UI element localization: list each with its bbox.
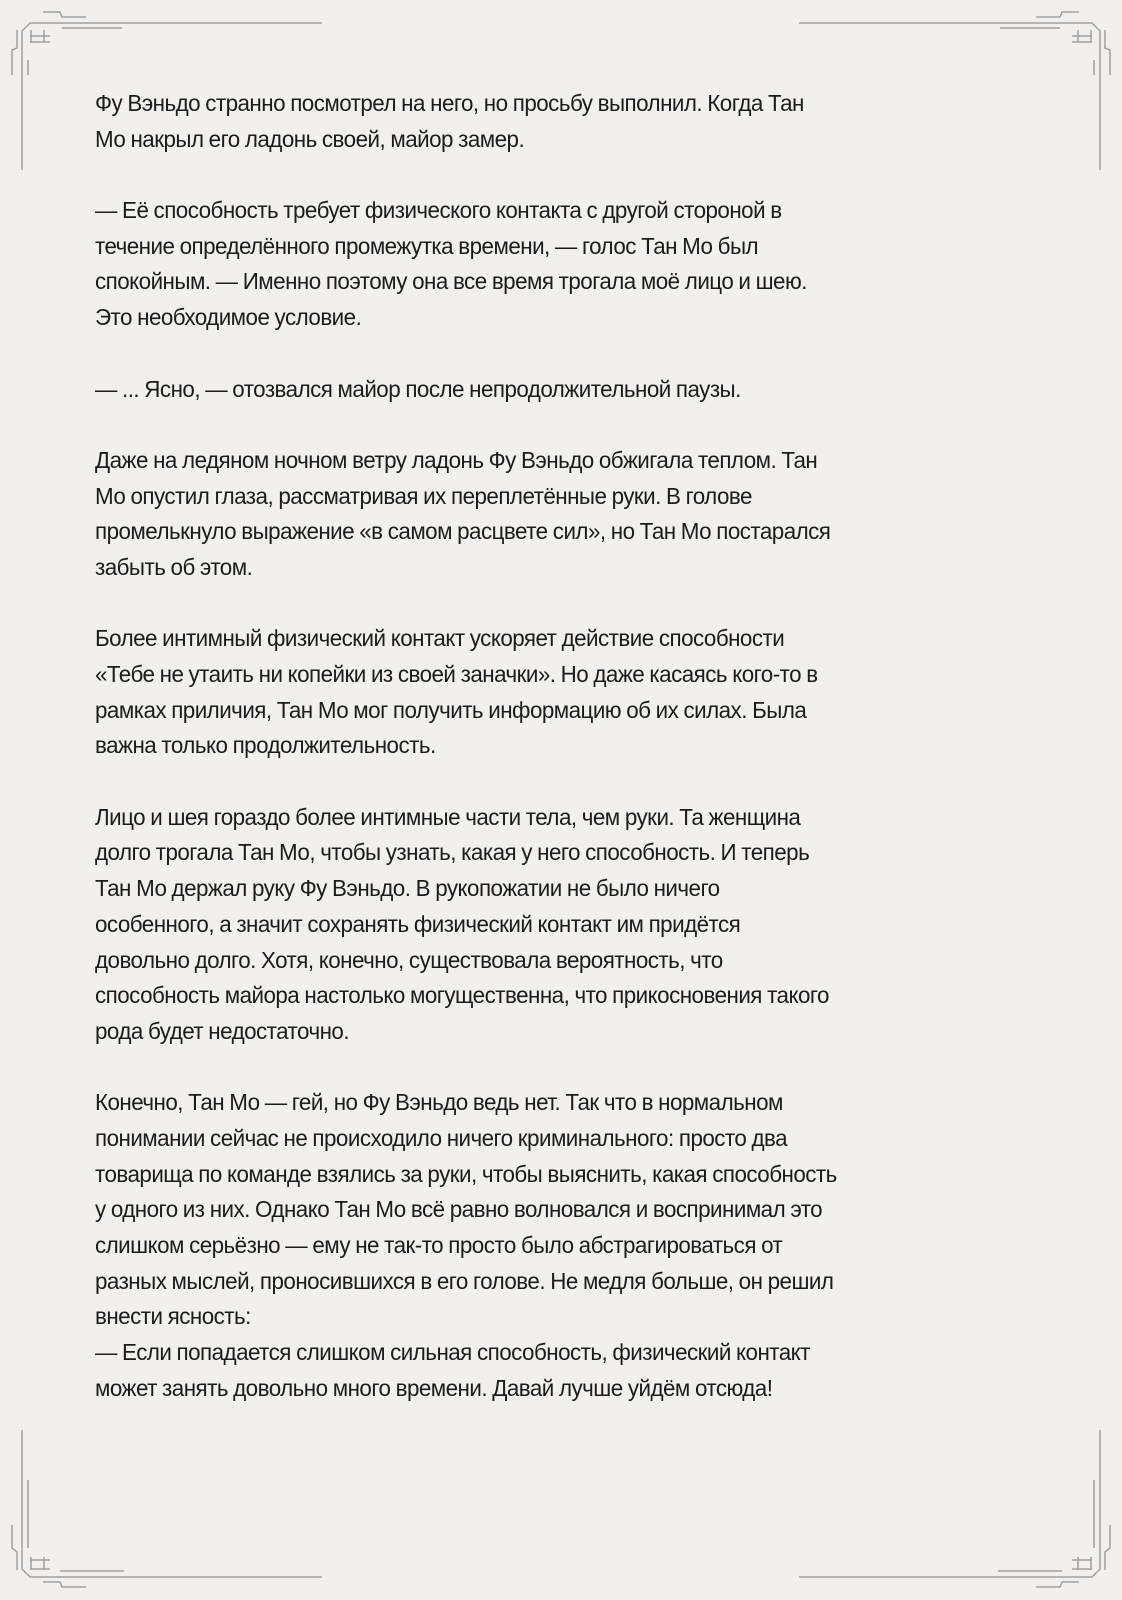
text-line: важна только продолжительность. (95, 732, 436, 759)
text-line: забыть об этом. (95, 553, 253, 580)
text-line: рода будет недостаточно. (95, 1017, 350, 1044)
text-line: может занять довольно много времени. Давай лучше уйдём отсюда! (95, 1374, 773, 1401)
corner-ornament-bottom-right (799, 1430, 1110, 1587)
text-line: Мо накрыл его ладонь своей, майор замер. (95, 125, 525, 152)
paragraph (95, 86, 1035, 157)
paragraph (95, 443, 1035, 586)
text-line: у одного из них. Однако Тан Мо всё равно волновался и воспринимал это (95, 1196, 823, 1223)
text-line: слишком серьёзно — ему не так-то просто было абстрагироваться от (95, 1232, 783, 1258)
text-line: спокойным. — Именно поэтому она все время трогала моё лицо и шею. (95, 268, 807, 295)
paragraph (95, 621, 1035, 764)
paragraph-gap (95, 586, 1035, 622)
text-line: Фу Вэньдо странно посмотрел на него, но просьбу выполнил. Когда Тан (95, 90, 804, 116)
paragraph (95, 800, 1035, 1050)
text-line: Лицо и шея гораздо более интимные части тела, чем руки. Та женщина (95, 803, 801, 830)
text-line: — Её способность требует физического контакта с другой стороной в (95, 197, 782, 224)
paragraph-gap (95, 157, 1035, 193)
text-line: способность майора настолько могущественна, что прикосновения такого (95, 982, 829, 1009)
text-line: промелькнуло выражение «в самом расцвете сил», но Тан Мо постарался (95, 518, 831, 545)
text-line: Конечно, Тан Мо — гей, но Фу Вэньдо ведь нет. Так что в нормальном (95, 1089, 783, 1116)
corner-ornament-bottom-left (12, 1430, 322, 1587)
paragraph (95, 193, 1035, 336)
paragraph-gap (95, 1050, 1035, 1086)
text-line: особенного, а значит сохранять физический контакт им придётся (95, 910, 741, 937)
paragraph (95, 372, 1035, 408)
text-line: долго трогала Тан Мо, чтобы узнать, какая у него способность. И теперь (95, 839, 810, 866)
text-line: разных мыслей, проносившихся в его голове. Не медля больше, он решил (95, 1267, 834, 1294)
paragraph-gap (95, 407, 1035, 443)
text-line: Это необходимое условие. (95, 304, 362, 331)
text-line: Мо опустил глаза, рассматривая их переплетённые руки. В голове (95, 482, 752, 509)
text-line: течение определённого промежутка времени, — голос Тан Мо был (95, 232, 759, 259)
text-line: — Если попадается слишком сильная способность, физический контакт (95, 1339, 810, 1366)
text-line: довольно долго. Хотя, конечно, существовала вероятность, что (95, 946, 723, 973)
text-line: понимании сейчас не происходило ничего криминального: просто два (95, 1124, 788, 1151)
paragraph-gap (95, 764, 1035, 800)
text-line: — ... Ясно, — отозвался майор после непродолжительной паузы. (95, 375, 741, 402)
text-line: Тан Мо держал руку Фу Вэньдо. В рукопожатии не было ничего (95, 875, 720, 902)
text-line: товарища по команде взялись за руки, чтобы выяснить, какая способность (95, 1160, 837, 1187)
text-line: рамках приличия, Тан Мо мог получить информацию об их силах. Была (95, 696, 807, 723)
text-line: Более интимный физический контакт ускоряет действие способности (95, 625, 785, 652)
document-body (95, 86, 1035, 1406)
text-line: Даже на ледяном ночном ветру ладонь Фу Вэньдо обжигала теплом. Тан (95, 446, 818, 473)
paragraph (95, 1085, 1035, 1406)
paragraph-gap (95, 336, 1035, 372)
text-line: внести ясность: (95, 1303, 251, 1330)
text-line: «Тебе не утаить ни копейки из своей заначки». Но даже касаясь кого-то в (95, 661, 818, 687)
